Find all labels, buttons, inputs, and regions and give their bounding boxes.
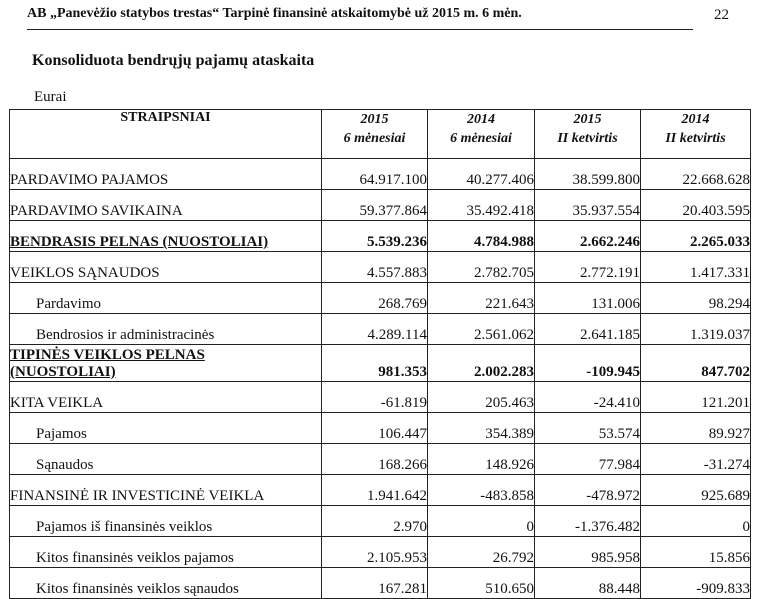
cell-value: 35.937.554 [535,190,641,221]
table-row [10,537,751,568]
cell-value: 847.702 [641,345,751,382]
cell-value: 2.002.283 [428,345,535,382]
row-label: Pajamos iš finansinės veiklos [10,506,322,537]
page-number: 22 [714,7,729,23]
table-row [10,568,751,599]
table-row [10,190,751,221]
cell-value: 925.689 [641,475,751,506]
column-header-items: STRAIPSNIAI [10,110,322,159]
cell-value: 20.403.595 [641,190,751,221]
cell-value: -24.410 [535,382,641,413]
column-header-2015-6m [322,110,428,159]
cell-value: 53.574 [535,413,641,444]
cell-value: 1.941.642 [322,475,428,506]
column-year: 2015 [360,112,389,127]
table-row [10,345,751,382]
column-period: II ketvirtis [665,131,726,146]
cell-value: 2.772.191 [535,252,641,283]
row-label [10,345,322,382]
section-title: Konsoliduota bendrųjų pajamų ataskaita [32,52,315,69]
table-row [10,444,751,475]
cell-value: 2.641.185 [535,314,641,345]
cell-value: 89.927 [641,413,751,444]
cell-value: 148.926 [428,444,535,475]
cell-value: 168.266 [322,444,428,475]
row-label: VEIKLOS SĄNAUDOS [10,252,322,283]
row-label: Pajamos [10,413,322,444]
row-label: FINANSINĖ IR INVESTICINĖ VEIKLA [10,475,322,506]
cell-value: 88.448 [535,568,641,599]
cell-value: 268.769 [322,283,428,314]
row-label: PARDAVIMO SAVIKAINA [10,190,322,221]
cell-value: 985.958 [535,537,641,568]
cell-value: -1.376.482 [535,506,641,537]
column-year: 2014 [681,112,710,127]
row-label-line1: TIPINĖS VEIKLOS PELNAS [10,347,205,363]
table-row [10,506,751,537]
table-row [10,314,751,345]
column-period: 6 mėnesiai [343,131,406,146]
cell-value: 0 [641,506,751,537]
row-label-line2: (NUOSTOLIAI) [10,364,116,380]
table-row [10,252,751,283]
row-label: Sąnaudos [10,444,322,475]
row-label: BENDRASIS PELNAS (NUOSTOLIAI) [10,221,322,252]
cell-value: 2.561.062 [428,314,535,345]
cell-value: -909.833 [641,568,751,599]
cell-value: -109.945 [535,345,641,382]
cell-value: 354.389 [428,413,535,444]
cell-value: 1.417.331 [641,252,751,283]
table-row [10,221,751,252]
cell-value: 221.643 [428,283,535,314]
cell-value: 2.782.705 [428,252,535,283]
cell-value: 77.984 [535,444,641,475]
column-year: 2014 [467,112,495,127]
cell-value: 64.917.100 [322,159,428,190]
cell-value: 38.599.800 [535,159,641,190]
cell-value: 981.353 [322,345,428,382]
cell-value: 15.856 [641,537,751,568]
cell-value: 4.557.883 [322,252,428,283]
cell-value: 4.289.114 [322,314,428,345]
column-header-2014-6m [428,110,535,159]
header-rule [27,29,693,30]
cell-value: 2.265.033 [641,221,751,252]
column-header-2014-q2 [641,110,751,159]
cell-value: 510.650 [428,568,535,599]
cell-value: -61.819 [322,382,428,413]
column-year: 2015 [573,112,602,127]
income-statement-table [9,109,751,599]
cell-value: 1.319.037 [641,314,751,345]
row-label: Kitos finansinės veiklos pajamos [10,537,322,568]
table-header-row [10,110,751,159]
table-row [10,475,751,506]
row-label: KITA VEIKLA [10,382,322,413]
page-header [27,4,741,30]
cell-value: 2.662.246 [535,221,641,252]
cell-value: 35.492.418 [428,190,535,221]
row-label: Pardavimo [10,283,322,314]
cell-value: 2.105.953 [322,537,428,568]
cell-value: -478.972 [535,475,641,506]
table-row [10,382,751,413]
row-label: Kitos finansinės veiklos sąnaudos [10,568,322,599]
cell-value: 22.668.628 [641,159,751,190]
cell-value: 131.006 [535,283,641,314]
cell-value: 98.294 [641,283,751,314]
cell-value: 40.277.406 [428,159,535,190]
column-period: II ketvirtis [557,131,618,146]
table-row [10,413,751,444]
cell-value: -31.274 [641,444,751,475]
cell-value: 26.792 [428,537,535,568]
column-period: 6 mėnesiai [450,131,512,146]
table-row [10,283,751,314]
cell-value: 4.784.988 [428,221,535,252]
cell-value: 167.281 [322,568,428,599]
cell-value: -483.858 [428,475,535,506]
cell-value: 106.447 [322,413,428,444]
cell-value: 0 [428,506,535,537]
cell-value: 2.970 [322,506,428,537]
cell-value: 59.377.864 [322,190,428,221]
table-row [10,159,751,190]
row-label: Bendrosios ir administracinės [10,314,322,345]
cell-value: 5.539.236 [322,221,428,252]
currency-label: Eurai [34,89,67,105]
column-header-2015-q2 [535,110,641,159]
row-label: PARDAVIMO PAJAMOS [10,159,322,190]
cell-value: 205.463 [428,382,535,413]
document-title: AB „Panevėžio statybos trestas“ Tarpinė finansinė atskaitomybė už 2015 m. 6 mėn. [27,6,522,21]
cell-value: 121.201 [641,382,751,413]
